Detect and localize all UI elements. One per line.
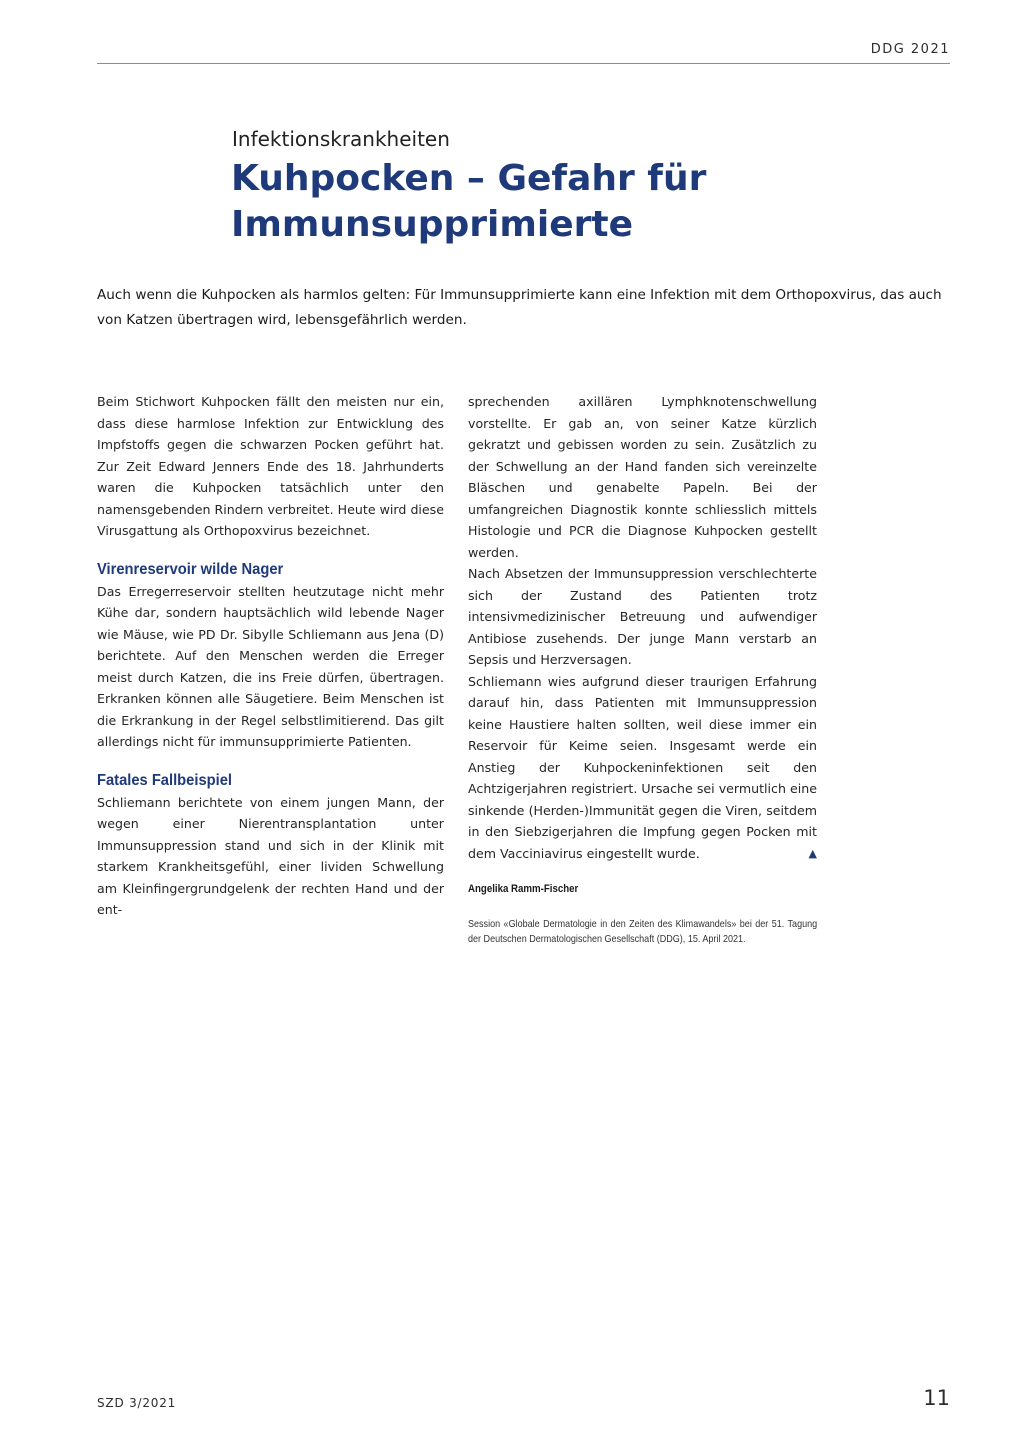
page-number: 11 bbox=[923, 1386, 950, 1410]
author-name: Angelika Ramm-Fischer bbox=[468, 883, 579, 895]
case-paragraph-continued: sprechenden axillären Lymphknotenschwellung vorstellte. Er gab an, von seiner Katze kürzlich gekratzt und gebissen worden zu sein. Zusätzlich zu der Schwellung an der Hand fanden sich vereinzelte Bläschen und genabelte Papeln. Bei der umfangreichen Diagnostik konnte schliesslich mittels Histologie und PCR die Diagnose Kuhpocken gestellt werden. bbox=[468, 394, 817, 560]
footer-issue: SZD 3/2021 bbox=[97, 1396, 177, 1410]
body-column-left bbox=[97, 391, 444, 921]
header-divider bbox=[97, 63, 950, 64]
conclusion-text: Schliemann wies aufgrund dieser traurigen Erfahrung darauf hin, dass Patienten mit Immunsuppression keine Haustiere halten sollten, weil diese immer ein Reservoir für Keime seien. Insgesamt werde ein Anstieg der Kuhpockeninfektionen seit den Achtzigerjahren registriert. Ursache sei vermutlich eine sinkende (Herden-)Immunität gegen die Viren, seitdem in den Siebzigerjahren die Impfung gegen Pocken mit dem Vacciniavirus eingestellt wurde. bbox=[468, 673, 817, 861]
case-paragraph-conclusion bbox=[468, 671, 817, 865]
article-kicker: Infektionskrankheiten bbox=[232, 127, 450, 151]
header-tag: DDG 2021 bbox=[870, 42, 950, 57]
section-heading-virenreservoir: Virenreservoir wilde Nager bbox=[97, 560, 284, 578]
section-paragraph-virenreservoir: Das Erregerreservoir stellten heutzutage nicht mehr Kühe dar, sondern hauptsächlich wild lebende Nager wie Mäuse, wie PD Dr. Sibylle Schliemann aus Jena (D) berichtete. Auf den Menschen werden die Erreger meist durch Katzen, die ins Freie dürfen, übertragen. Erkranken können alle Säugetiere. Beim Menschen ist die Erkrankung in der Regel selbstlimitierend. Das gilt allerdings nicht für immunsupprimierte Patienten. bbox=[97, 583, 444, 749]
section-heading-fallbeispiel: Fatales Fallbeispiel bbox=[97, 771, 232, 789]
case-paragraph-outcome: Nach Absetzen der Immunsuppression verschlechterte sich der Zustand des Patienten trotz intensivmedizinischer Betreuung und aufwendiger Antibiose zusehends. Der junge Mann verstarb an Sepsis und Herzversagen. bbox=[468, 566, 817, 667]
article-title: Kuhpocken – Gefahr für Immunsupprimierte bbox=[231, 158, 707, 245]
body-column-right bbox=[468, 391, 817, 947]
article-lead: Auch wenn die Kuhpocken als harmlos gelten: Für Immunsupprimierte kann eine Infektion mit dem Orthopoxvirus, das auch von Katzen übertragen wird, lebensgefährlich werden. bbox=[97, 287, 942, 328]
source-note: Session «Globale Dermatologie in den Zeiten des Klimawandels» bei der 51. Tagung der Deutschen Dermatologischen Gesellschaft (DDG), 15. April 2021. bbox=[468, 917, 818, 945]
end-of-article-triangle-icon: ▲ bbox=[808, 846, 817, 860]
section-paragraph-fallbeispiel: Schliemann berichtete von einem jungen Mann, der wegen einer Nierentransplantation unter Immunsuppression stand und sich in der Klinik mit starkem Krankheitsgefühl, einer lividen Schwellung am Kleinfingergrundgelenk der rechten Hand und der ent- bbox=[97, 794, 444, 917]
intro-paragraph: Beim Stichwort Kuhpocken fällt den meisten nur ein, dass diese harmlose Infektion zur Entwicklung des Impfstoffs gegen die schwarzen Pocken geführt hat. Zur Zeit Edward Jenners Ende des 18. Jahrhunderts waren die Kuhpocken tatsächlich unter den namensgebenden Rindern verbreitet. Heute wird diese Virusgattung als Orthopoxvirus bezeichnet. bbox=[97, 394, 444, 538]
